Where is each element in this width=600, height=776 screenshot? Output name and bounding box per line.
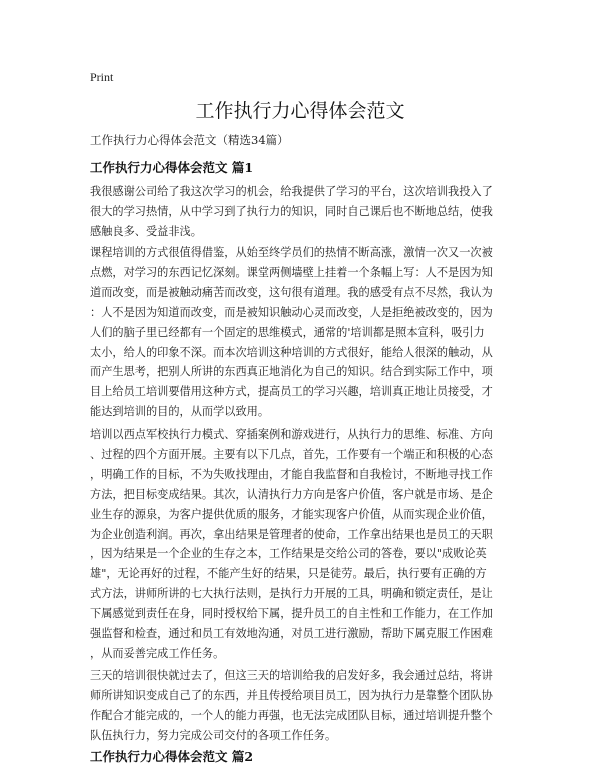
document-subtitle: 工作执行力心得体会范文（精选34篇） xyxy=(90,133,289,147)
paragraph-line: 强监督和检查，通过和员工有效地沟通，对员工进行激励，帮助下属克服工作困难 xyxy=(90,627,493,641)
paragraph-line: 感触良多、受益非浅。 xyxy=(90,224,202,238)
paragraph-line: 能达到培训的目的，从而学以致用。 xyxy=(90,405,270,419)
paragraph-line: 队伍执行力，努力完成公司交付的各项工作任务。 xyxy=(90,728,337,742)
paragraph-line: 人们的脑子里已经都有一个固定的思维模式，通常的'培训都是照本宣科，吸引力 xyxy=(90,325,485,339)
paragraph-line: ，明确工作的目标，不为失败找理由，才能自我监督和自我检讨，不断地寻找工作 xyxy=(90,467,493,481)
paragraph xyxy=(90,425,520,664)
section-heading-2: 工作执行力心得体会范文 篇2 xyxy=(90,749,254,764)
page-title: 工作执行力心得体会范文 xyxy=(195,100,405,122)
paragraph-line: 下属感觉到责任在身，同时授权给下属，提升员工的自主性和工作能力，在工作加 xyxy=(90,607,493,621)
paragraph-line: 雄"，无论再好的过程，不能产生好的结果，只是徒劳。最后，执行要有正确的方 xyxy=(90,567,487,581)
paragraph-line: 师所讲知识变成自己了的东西，并且传授给项目员工，因为执行力是靠整个团队协 xyxy=(90,688,493,702)
paragraph-line: 培训以西点军校执行力模式、穿插案例和游戏进行，从执行力的思维、标准、方向 xyxy=(90,428,493,441)
paragraph-line: 作配合才能完成的，一个人的能力再强，也无法完成团队目标，通过培训提升整个 xyxy=(90,708,493,722)
paragraph-line: ：人不是因为知道而改变，而是被知识触动心灵而改变，人是拒绝被改变的，因为 xyxy=(90,305,493,319)
paragraph xyxy=(90,243,520,422)
section-heading-1: 工作执行力心得体会范文 篇1 xyxy=(90,160,254,175)
paragraph-line: 而产生思考，把别人所讲的东西真正地消化为自己的知识。结合到实际工作中，项 xyxy=(90,365,493,379)
print-label[interactable]: Print xyxy=(90,70,114,84)
paragraph xyxy=(90,182,520,242)
paragraph-line: 道而改变，而是被触动痛苦而改变，这句很有道理。我的感受有点不尽然，我认为 xyxy=(90,285,493,299)
paragraph-line: 我很感谢公司给了我这次学习的机会，给我提供了学习的平台，这次培训我投入了 xyxy=(90,185,493,198)
paragraph-line: 业生存的源泉，为客户提供优质的服务，才能实现客户价值，从而实现企业价值， xyxy=(90,507,493,521)
paragraph-line: 很大的学习热情，从中学习到了执行力的知识，同时自己课后也不断地总结，使我 xyxy=(90,204,493,218)
paragraph-line: 式方法，讲师所讲的七大执行法则，是执行力开展的工具，明确和锁定责任，是让 xyxy=(90,587,493,601)
paragraph-line: 太小，给人的印象不深。而本次培训这种培训的方式很好，能给人很深的触动，从 xyxy=(90,345,493,359)
paragraph-line: 、过程的四个方面开展。主要有以下几点，首先，工作要有一个端正和积极的心态 xyxy=(90,447,493,461)
paragraph-line: 三天的培训很快就过去了，但这三天的培训给我的启发好多，我会通过总结，将讲 xyxy=(90,669,493,682)
paragraph-line: 方法，把目标变成结果。其次，认清执行力方向是客户价值，客户就是市场、是企 xyxy=(90,487,493,501)
paragraph-line: 点燃，对学习的东西记忆深刻。课堂两侧墙壁上挂着一个条幅上写：人不是因为知 xyxy=(90,265,493,279)
paragraph-line: ，因为结果是一个企业的生存之本，工作结果是交给公司的答卷，要以"成败论英 xyxy=(90,547,487,561)
paragraph-line: 课程培训的方式很值得借鉴，从始至终学员们的热情不断高涨，激情一次又一次被 xyxy=(90,246,493,259)
paragraph-line: 目上给员工培训要借用这种方式，提高员工的学习兴趣，培训真正地让员接受，才 xyxy=(90,385,493,399)
paragraph-line: 为企业创造利润。再次，拿出结果是管理者的使命，工作拿出结果也是员工的天职 xyxy=(90,527,493,541)
paragraph-line: ，从而妥善完成工作任务。 xyxy=(90,646,225,660)
paragraph xyxy=(90,666,520,746)
